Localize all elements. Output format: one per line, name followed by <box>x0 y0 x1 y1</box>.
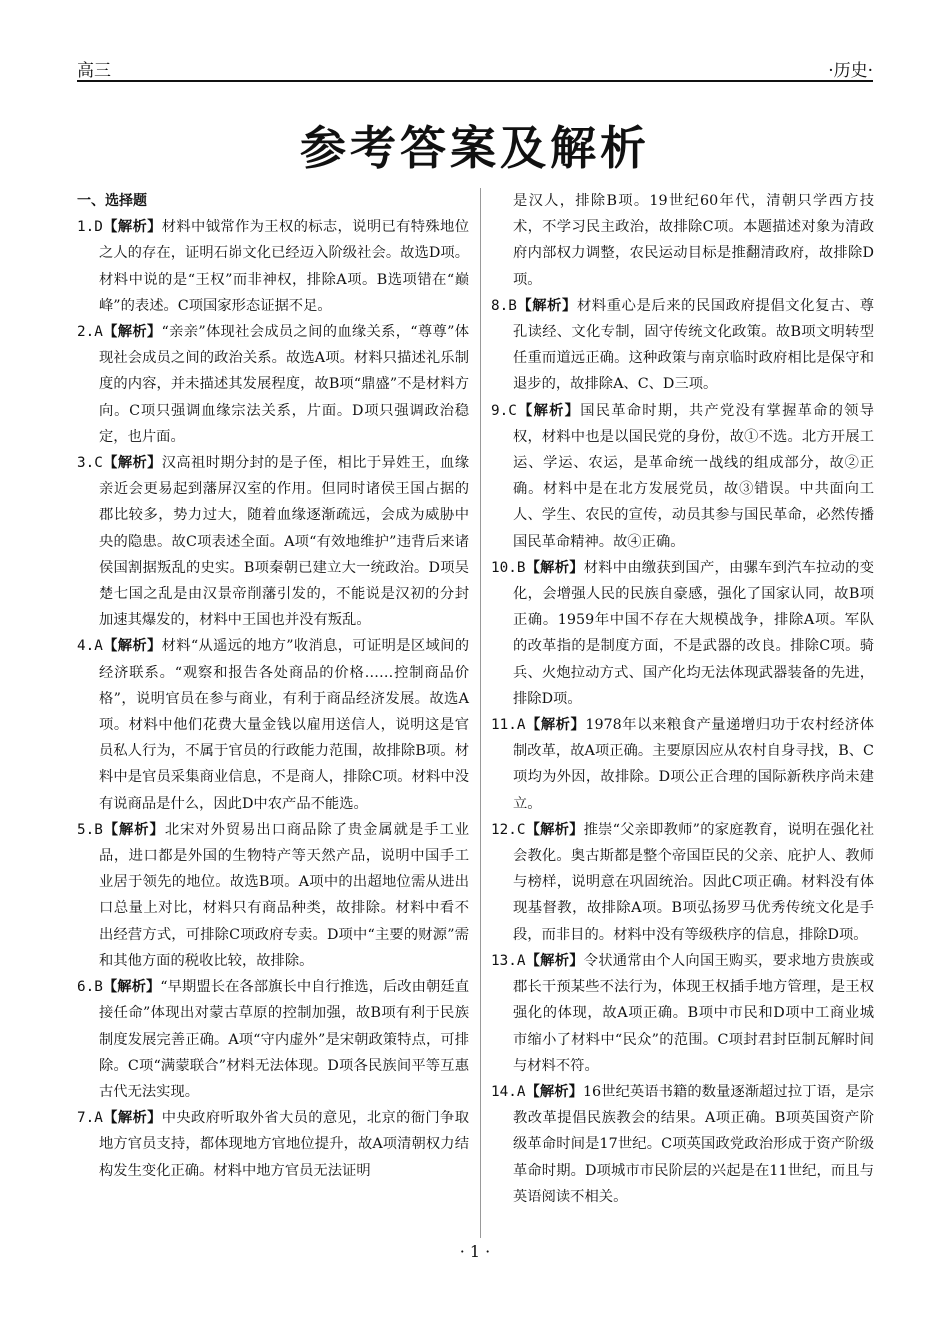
answer-item <box>77 214 469 319</box>
analysis-tag: 【解析】 <box>102 219 162 236</box>
answer-text: 1978年以来粮食产量递增归功于农村经济体制改革，故A项正确。主要原因应从农村自身寻找，B、C项均为外因，故排除。D项公正合理的国际新秩序尚未建立。 <box>513 717 874 812</box>
analysis-tag: 【解析】 <box>525 1083 583 1100</box>
answer-number: 3.C <box>77 455 103 472</box>
answer-number: 13.A <box>491 952 526 969</box>
answer-item <box>77 974 469 1105</box>
analysis-tag: 【解析】 <box>525 559 584 576</box>
subject-label: ·历史· <box>828 61 873 81</box>
page-title: 参考答案及解析 <box>300 121 650 175</box>
analysis-tag: 【解析】 <box>102 638 162 655</box>
analysis-tag: 【解析】 <box>525 717 586 734</box>
answer-text: 汉高祖时期分封的是子侄，相比于异姓王，血缘亲近会更易起到藩屏汉室的作用。但同时诸侯王国占据的郡比较多，势力过大，随着血缘逐渐疏远，会成为威胁中央的隐患。故C项表述全面。A项“有效地维护”违背后来诸侯国割据叛乱的史实。B项秦朝已建立大一统政治。D项吴楚七国之乱是由汉景帝削藩引发的，不能说是汉初的分封加速其爆发的，材料中王国也并没有叛乱。 <box>99 455 469 629</box>
answer-number: 14.A <box>491 1083 526 1100</box>
answer-text: 令状通常由个人向国王购买，要求地方贵族或郡长干预某些不法行为，体现王权插手地方管理，是王权强化的体现，故A项正确。B项中市民和D项中工商业城市缩小了材料中“民众”的范围。C项封君封臣制瓦解时间与材料不符。 <box>513 952 875 1074</box>
answer-number: 4.A <box>77 638 103 655</box>
answer-text: “亲亲”体现社会成员之间的血缘关系，“尊尊”体现社会成员之间的政治关系。故选A项。材料只描述礼乐制度的内容，并未描述其发展程度，故B项“鼎盛”不是材料方向。C项只强调血缘宗法关系，片面。D项只强调政治稳定，也片面。 <box>99 324 470 445</box>
left-column <box>77 188 469 1184</box>
answer-item <box>77 450 469 633</box>
answer-item <box>491 555 874 712</box>
answer-item <box>77 633 469 816</box>
analysis-tag: 【解析】 <box>102 324 162 341</box>
answer-text: 16世纪英语书籍的数量逐渐超过拉丁语，是宗教改革提倡民族教会的结果。A项正确。B项英国资产阶级革命时间是17世纪。C项英国政党政治形成于资产阶级革命时期。D项城市市民阶层的兴起是在11世纪，而且与英语阅读不相关。 <box>513 1083 874 1205</box>
answer-item <box>77 319 469 450</box>
answer-number: 1.D <box>77 219 103 236</box>
header-rule <box>77 80 873 82</box>
answer-number: 2.A <box>77 324 103 341</box>
analysis-tag: 【解析】 <box>102 979 161 996</box>
continued-text: 是汉人，排除B项。19世纪60年代，清朝只学西方技术，不学习民主政治，故排除C项。本题描述对象为清政府内部权力调整，农民运动目标是推翻清政府，故排除D项。 <box>513 193 874 288</box>
analysis-tag: 【解析】 <box>516 402 581 419</box>
analysis-tag: 【解析】 <box>102 821 165 838</box>
page-number: · 1 · <box>459 1242 491 1261</box>
right-column <box>491 188 874 1210</box>
answer-text: 材料“从遥远的地方”收消息，可证明是区域间的经济联系。“观察和报告各处商品的价格……控制商品价格”，说明官员在参与商业，有利于商品经济发展。故选A项。材料中他们花费大量金钱以雇用送信人，说明这是官员私人行为，不属于官员的行政能力范围，故排除B项。材料中是官员采集商业信息，不是商人，排除C项。材料中没有说商品是什么，因此D中农产品不能选。 <box>99 638 469 812</box>
analysis-tag: 【解析】 <box>516 297 577 314</box>
answer-item <box>77 1105 469 1184</box>
analysis-tag: 【解析】 <box>102 1110 162 1127</box>
analysis-tag: 【解析】 <box>525 821 584 838</box>
answer-item <box>491 398 874 555</box>
right-answer-list <box>491 293 874 1210</box>
section-heading: 一、选择题 <box>77 193 147 209</box>
answer-number: 12.C <box>491 821 526 838</box>
answer-text: 推崇“父亲即教师”的家庭教育，说明在强化社会教化。奥古斯都是整个帝国臣民的父亲、庇护人、教师与榜样，说明意在巩固统治。因此C项正确。材料没有体现基督教，故排除A项。B项弘扬罗马优秀传统文化是手段，而非目的。材料中没有等级秩序的信息，排除D项。 <box>513 821 875 943</box>
answer-number: 8.B <box>491 297 517 314</box>
answer-text: 中央政府听取外省大员的意见，北京的衙门争取地方官员支持，都体现地方官地位提升，故A项清朝权力结构发生变化正确。材料中地方官员无法证明 <box>99 1110 469 1179</box>
answer-number: 7.A <box>77 1110 103 1127</box>
answer-number: 6.B <box>77 979 103 996</box>
column-divider <box>480 188 481 1238</box>
grade-label: 高三 <box>77 61 111 81</box>
answer-number: 9.C <box>491 402 517 419</box>
page-header <box>77 56 873 80</box>
analysis-tag: 【解析】 <box>525 952 584 969</box>
answer-text: 材料中由缴获到国产，由骡车到汽车拉动的变化，会增强人民的民族自豪感，强化了国家认同，故B项正确。1959年中国不存在大规模战争，排除A项。军队的改革指的是制度方面，不是武器的改良。排除C项。骑兵、火炮拉动方式、国产化均无法体现武器装备的先进，排除D项。 <box>513 559 875 707</box>
answer-text: 材料中钺常作为王权的标志，说明已有特殊地位之人的存在，证明石峁文化已经迈入阶级社会。故选D项。材料中说的是“王权”而非神权，排除A项。B选项错在“巅峰”的表述。C项国家形态证据不足。 <box>99 219 469 314</box>
answer-text: 材料重心是后来的民国政府提倡文化复古、尊孔读经、文化专制，固守传统文化政策。故B项文明转型任重而道远正确。这种政策与南京临时政府相比是保守和退步的，故排除A、C、D三项。 <box>513 297 875 393</box>
answer-number: 10.B <box>491 559 526 576</box>
analysis-tag: 【解析】 <box>102 455 162 472</box>
left-answer-list <box>77 214 469 1184</box>
answer-item <box>491 1079 874 1210</box>
answer-text: “早期盟长在各部旗长中自行推选，后改由朝廷直接任命”体现出对蒙古草原的控制加强，故B项有利于民族制度发展完善正确。A项“守内虚外”是宋朝政策特点，可排除。C项“满蒙联合”材料无法体现。D项各民族间平等互惠古代无法实现。 <box>99 979 469 1100</box>
answer-item <box>491 948 874 1079</box>
answer-item <box>77 817 469 974</box>
answer-number: 5.B <box>77 821 103 838</box>
answer-text: 北宋对外贸易出口商品除了贵金属就是手工业品，进口都是外国的生物特产等天然产品，说明中国手工业居于领先的地位。故选B项。A项中的出超地位需从进出口总量上对比，材料只有商品种类，故排除。材料中看不出经营方式，可排除C项政府专卖。D项中“主要的财源”需和其他方面的税收比较，故排除。 <box>99 821 470 969</box>
answer-text: 国民革命时期，共产党没有掌握革命的领导权，材料中也是以国民党的身份，故①不选。北方开展工运、学运、农运，是革命统一战线的组成部分，故②正确。材料中是在北方发展党员，故③错误。中共面向工人、学生、农民的宣传，动员其参与国民革命，必然传播国民革命精神。故④正确。 <box>513 402 875 550</box>
answer-number: 11.A <box>491 717 526 734</box>
answer-item <box>491 293 874 398</box>
answer-item <box>491 712 874 817</box>
answer-item <box>491 817 874 948</box>
